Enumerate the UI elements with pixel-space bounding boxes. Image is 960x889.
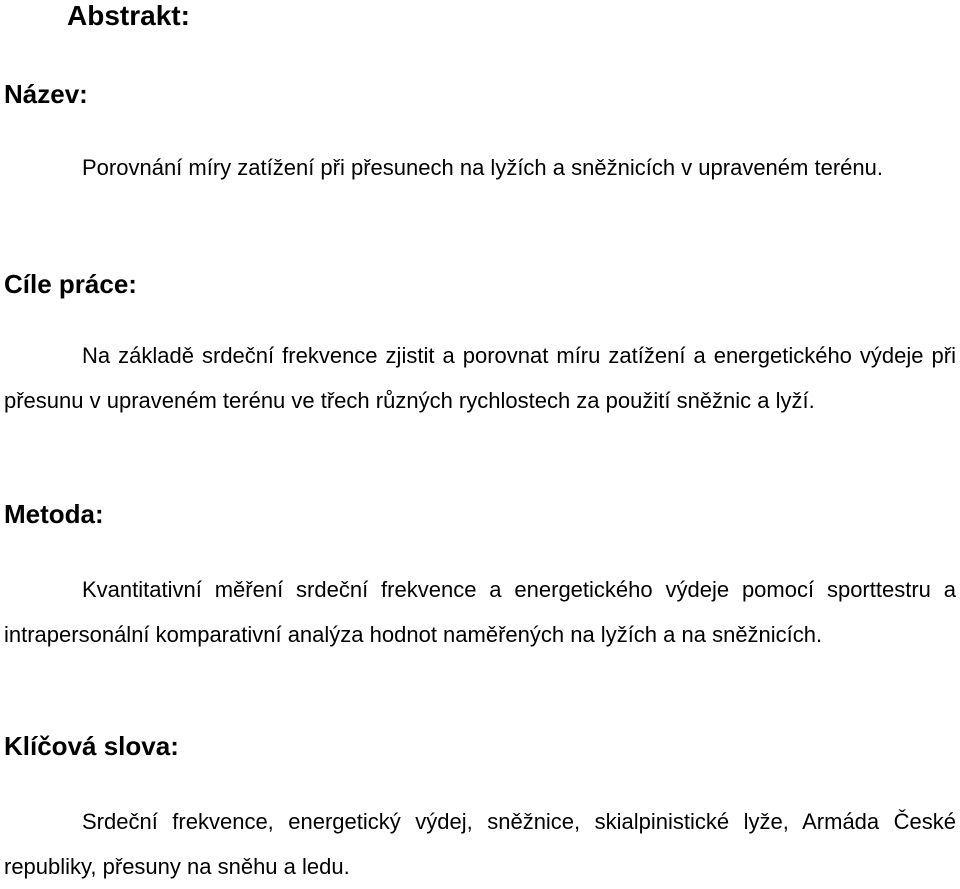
document-title: Abstrakt: (67, 0, 190, 31)
section-heading-metoda: Metoda: (4, 499, 104, 529)
section-text-cile: Na základě srdeční frekvence zjistit a porovnat míru zatížení a energetického výdeje při přesunu v upraveném terénu ve třech různých rychlostech za použití sněžnic a lyží. (4, 343, 956, 413)
section-heading-klicova-slova: Klíčová slova: (4, 731, 179, 761)
section-text-metoda: Kvantitativní měření srdeční frekvence a energetického výdeje pomocí sporttestru a intrapersonální komparativní analýza hodnot naměřených na lyžích a na sněžnicích. (4, 577, 956, 647)
section-text-klicova-slova: Srdeční frekvence, energetický výdej, sněžnice, skialpinistické lyže, Armáda České republiky, přesuny na sněhu a ledu. (4, 809, 956, 879)
section-heading-nazev: Název: (4, 79, 88, 109)
section-heading-cile: Cíle práce: (4, 269, 137, 299)
section-text-nazev: Porovnání míry zatížení při přesunech na lyžích a sněžnicích v upraveném terénu. (82, 155, 883, 180)
